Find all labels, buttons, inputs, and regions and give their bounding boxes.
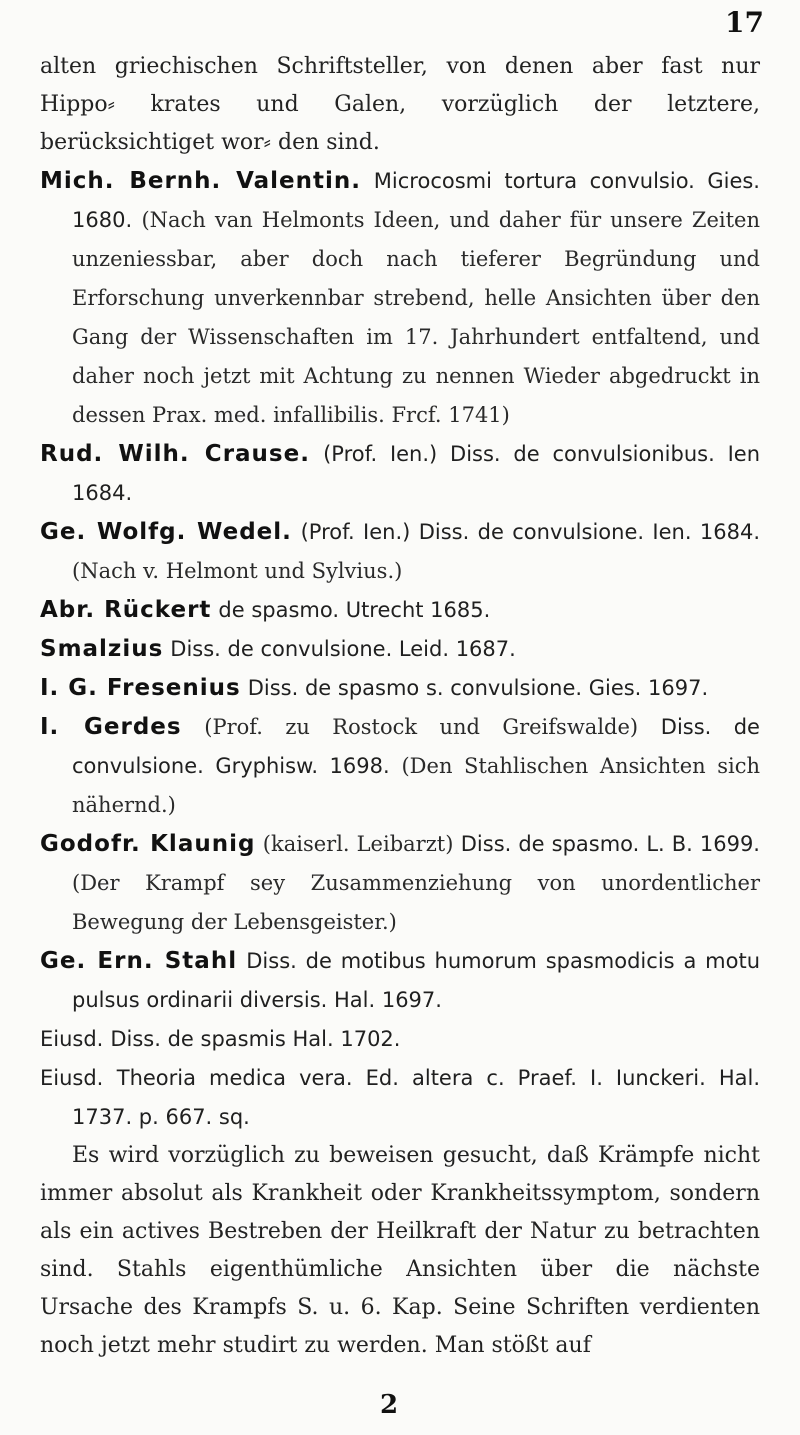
entry-note: (Den Stahlischen Ansichten sich nähernd.) bbox=[72, 754, 760, 817]
entry-note: (Der Krampf sey Zusammenziehung von unordentlicher Bewegung der Lebensgeister.) bbox=[72, 871, 760, 934]
bibliography-entry-smalzius bbox=[40, 630, 760, 669]
entry-note: (Nach v. Helmont und Sylvius.) bbox=[72, 559, 403, 583]
bibliography-entry-fresenius bbox=[40, 669, 760, 708]
entry-author: I. Gerdes bbox=[40, 714, 182, 740]
entry-author: Ge. Ern. Stahl bbox=[40, 948, 238, 974]
closing-paragraph: Es wird vorzüglich zu beweisen gesucht, daß Krämpfe nicht immer absolut als Krankheit oder Krankheitssymptom, sondern als ein actives Bestreben der Heilkraft der Natur zu betrachten sind. Stahls eigenthümliche Ansichten über die nächste Ursache des Krampfs S. u. 6. Kap. Seine Schriften verdienten noch jetzt mehr studirt zu werden. Man stößt auf bbox=[40, 1143, 760, 1358]
entry-title: (Prof. Ien.) Diss. de convulsione. Ien. 1684. bbox=[300, 520, 760, 544]
entry-author: Mich. Bernh. Valentin. bbox=[40, 168, 361, 194]
entry-note: (Nach van Helmonts Ideen, und daher für unsere Zeiten unzeniessbar, aber doch nach tieferer Begründung und Erforschung unverkennbar strebend, helle Ansichten über den Gang der Wissenschaften im 17. Jahrhundert entfaltend, und daher noch jetzt mit Achtung zu nennen Wieder abgedruckt in dessen Prax. med. infallibilis. Frcf. 1741) bbox=[72, 208, 760, 427]
bibliography-entry-klaunig bbox=[40, 825, 760, 942]
entry-author: Smalzius bbox=[40, 636, 164, 662]
bibliography-entry-stahl bbox=[40, 942, 760, 1020]
entry-title: Diss. de motibus humorum spasmodicis a motu pulsus ordinarii diversis. Hal. 1697. bbox=[72, 949, 760, 1012]
entry-author: I. G. Fresenius bbox=[40, 675, 241, 701]
entry-title: de spasmo. Utrecht 1685. bbox=[218, 598, 491, 622]
intro-paragraph: alten griechischen Schriftsteller, von denen aber fast nur Hippo⸗ krates und Galen, vorzüglich der letztere, berücksichtiget wor⸗ den sind. bbox=[40, 54, 760, 155]
signature-mark: 2 bbox=[380, 1390, 399, 1420]
bibliography-entry-eiusd-1 bbox=[40, 1020, 760, 1059]
entry-author: Rud. Wilh. Crause. bbox=[40, 441, 310, 467]
bibliography-entry-gerdes bbox=[40, 708, 760, 825]
bibliography-entry-crause bbox=[40, 435, 760, 513]
entry-author: Eiusd. bbox=[40, 1027, 104, 1051]
entry-title: Microcosmi tortura convulsio. Gies. 1680. bbox=[72, 169, 760, 232]
bibliography-entry-valentin bbox=[40, 162, 760, 435]
entry-author: Abr. Rückert bbox=[40, 597, 212, 623]
entry-title: Theoria medica vera. Ed. altera c. Praef. I. Iunckeri. Hal. 1737. p. 667. sq. bbox=[72, 1066, 760, 1129]
entry-title: (Prof. Ien.) Diss. de convulsionibus. Ien 1684. bbox=[72, 442, 760, 505]
entry-author: Godofr. Klaunig bbox=[40, 831, 256, 857]
entry-author: Ge. Wolfg. Wedel. bbox=[40, 519, 292, 545]
entry-author: Eiusd. bbox=[40, 1066, 104, 1090]
entry-affiliation: (kaiserl. Leibarzt) bbox=[262, 832, 454, 856]
bibliography-entry-rueckert bbox=[40, 591, 760, 630]
entry-affiliation: (Prof. zu Rostock und Greifswalde) bbox=[204, 715, 639, 739]
bibliography-entry-wedel bbox=[40, 513, 760, 591]
bibliography-entry-eiusd-2 bbox=[40, 1059, 760, 1137]
entry-title: Diss. de spasmo s. convulsione. Gies. 1697. bbox=[247, 676, 709, 700]
page-number: 17 bbox=[725, 6, 764, 39]
entry-title: Diss. de spasmis Hal. 1702. bbox=[110, 1027, 401, 1051]
entry-title: Diss. de spasmo. L. B. 1699. bbox=[460, 832, 760, 856]
entry-title: Diss. de convulsione. Gryphisw. 1698. bbox=[72, 715, 760, 778]
page-body bbox=[40, 48, 760, 1365]
entry-title: Diss. de convulsione. Leid. 1687. bbox=[170, 637, 516, 661]
